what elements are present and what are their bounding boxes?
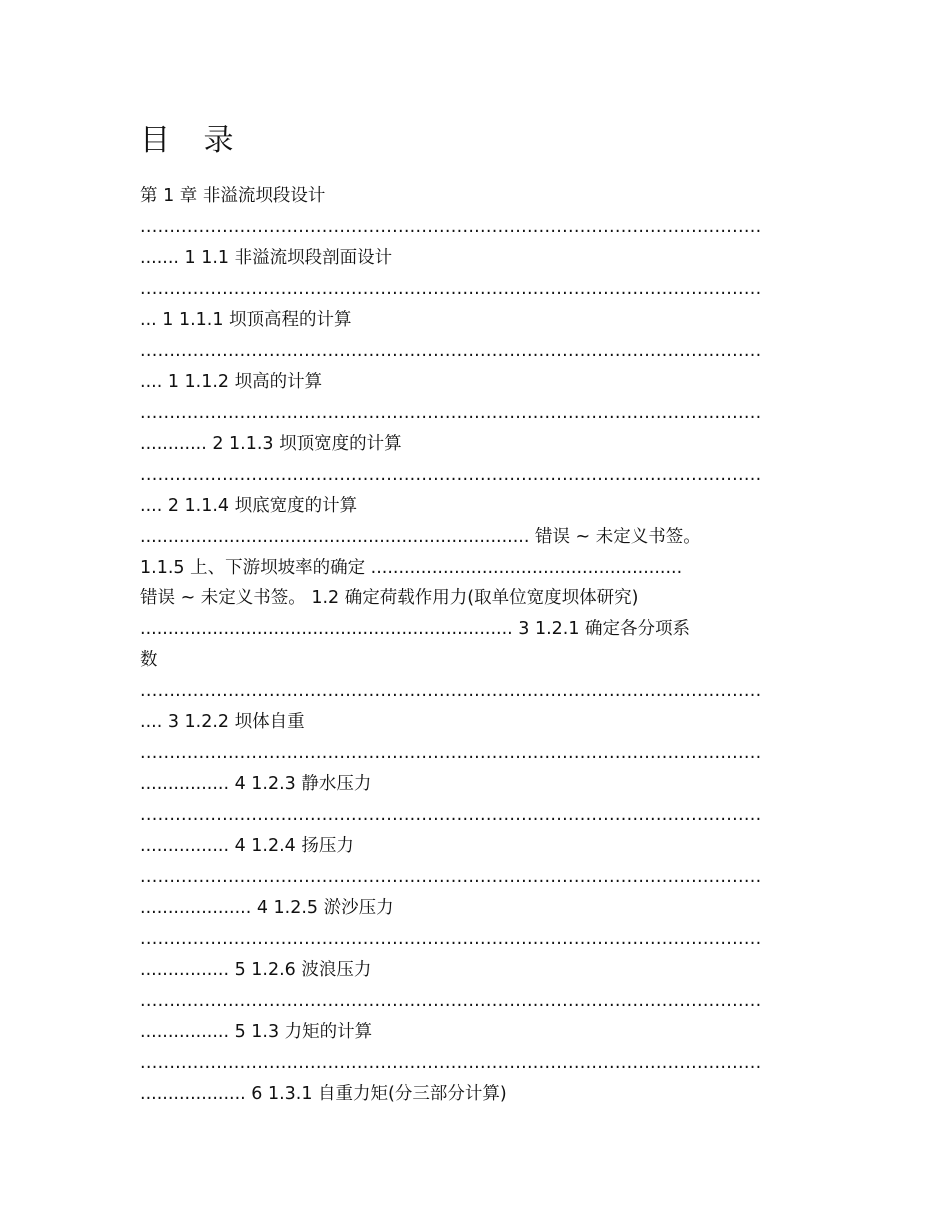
toc-line: ................... 6 1.3.1 自重力矩(分三部分计算) (140, 1084, 507, 1104)
page-title: 目 录 (140, 123, 246, 158)
toc-line: .......................................................................................................... (140, 991, 762, 1011)
toc-line: .......................................................................................................... (140, 743, 762, 763)
toc-line: .......................................................................................................... (140, 867, 762, 887)
toc-line: .......................................................................................................... (140, 929, 762, 949)
toc-line: ................ 4 1.2.4 扬压力 (140, 836, 354, 856)
toc-line: .... 2 1.1.4 坝底宽度的计算 (140, 496, 358, 516)
toc-line: .......................................................................................................... (140, 465, 762, 485)
toc-line: ................................................................... 3 1.2.1 确定各分项系 (140, 619, 691, 639)
toc-line: .... 3 1.2.2 坝体自重 (140, 712, 305, 732)
toc-line: ....... 1 1.1 非溢流坝段剖面设计 (140, 248, 393, 268)
toc-line: ................ 5 1.3 力矩的计算 (140, 1022, 373, 1042)
toc-line: 错误 ~ 未定义书签。 1.2 确定荷载作用力(取单位宽度坝体研究) (140, 588, 639, 608)
toc-line: ................ 5 1.2.6 波浪压力 (140, 960, 372, 980)
toc-line: 数 (140, 650, 158, 670)
toc-line: .................... 4 1.2.5 淤沙压力 (140, 898, 394, 918)
toc-line: .......................................................................................................... (140, 805, 762, 825)
toc-line: ... 1 1.1.1 坝顶高程的计算 (140, 310, 352, 330)
toc-line: .......................................................................................................... (140, 341, 762, 361)
toc-line: ...................................................................... 错误 ~ 未定义书签。 (140, 527, 701, 547)
toc-line: 1.1.5 上、下游坝坡率的确定 ........................................................ (140, 558, 683, 578)
toc-line: .......................................................................................................... (140, 279, 762, 299)
toc-line: 第 1 章 非溢流坝段设计 (140, 186, 326, 206)
toc-line: .......................................................................................................... (140, 403, 762, 423)
toc-line: ................ 4 1.2.3 静水压力 (140, 774, 372, 794)
toc-line: .......................................................................................................... (140, 681, 762, 701)
toc-line: .......................................................................................................... (140, 217, 762, 237)
toc-line: .......................................................................................................... (140, 1053, 762, 1073)
toc-line: .... 1 1.1.2 坝高的计算 (140, 372, 323, 392)
toc-line: ............ 2 1.1.3 坝顶宽度的计算 (140, 434, 402, 454)
